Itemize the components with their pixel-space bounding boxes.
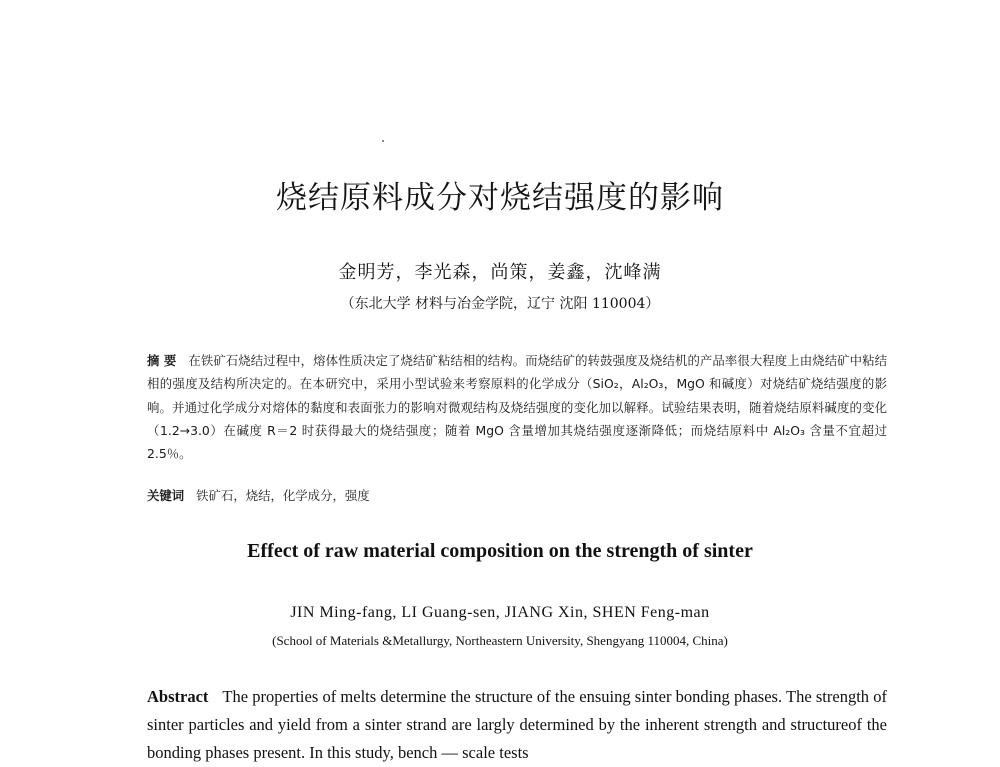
- chinese-affiliation: （东北大学 材料与冶金学院，辽宁 沈阳 110004）: [340, 296, 660, 312]
- chinese-authors: 金明芳，李光森，尚策，姜鑫，沈峰满: [338, 262, 662, 283]
- chinese-abstract-text: 在铁矿石烧结过程中，熔体性质决定了烧结矿粘结相的结构。而烧结矿的转鼓强度及烧结机的产品率很大程度上由烧结矿中粘结相的强度及结构所决定的。在本研究中，采用小型试验来考察原料的化学成分（SiO₂，Al₂O₃，MgO 和碱度）对烧结矿烧结强度的影响。并通过化学成分对熔体的黏度和表面张力的影响对微观结构及烧结强度的变化加以解释。试验结果表明，随着烧结原料碱度的变化（1.2→3.0）在碱度 R＝2 时获得最大的烧结强度；随着 MgO 含量增加其烧结强度逐渐降低；而烧结原料中 Al₂O₃ 含量不宜超过 2.5％。: [147, 353, 887, 462]
- scan-speck: [382, 140, 384, 142]
- english-authors: JIN Ming-fang, LI Guang-sen, JIANG Xin, SHEN Feng-man: [290, 604, 710, 621]
- chinese-keywords-text: 铁矿石，烧结，化学成分，强度: [196, 488, 370, 503]
- english-abstract-text: The properties of melts determine the structure of the ensuing sinter bonding phases. The strength of sinter particles and yield from a sinter strand are largly determined by the inherent strength and structureof the bonding phases present. In this study, bench — scale tests: [147, 687, 887, 762]
- english-abstract: [147, 683, 887, 767]
- chinese-keywords-label: 关键词: [147, 488, 185, 503]
- chinese-keywords: [147, 485, 887, 507]
- chinese-abstract: [147, 349, 887, 465]
- english-abstract-label: Abstract: [147, 687, 209, 706]
- english-affiliation: (School of Materials &Metallurgy, Northeastern University, Shengyang 110004, China): [272, 633, 728, 648]
- chinese-abstract-label: 摘 要: [147, 353, 177, 368]
- english-title: Effect of raw material composition on the strength of sinter: [247, 540, 753, 562]
- chinese-title: 烧结原料成分对烧结强度的影响: [276, 180, 724, 216]
